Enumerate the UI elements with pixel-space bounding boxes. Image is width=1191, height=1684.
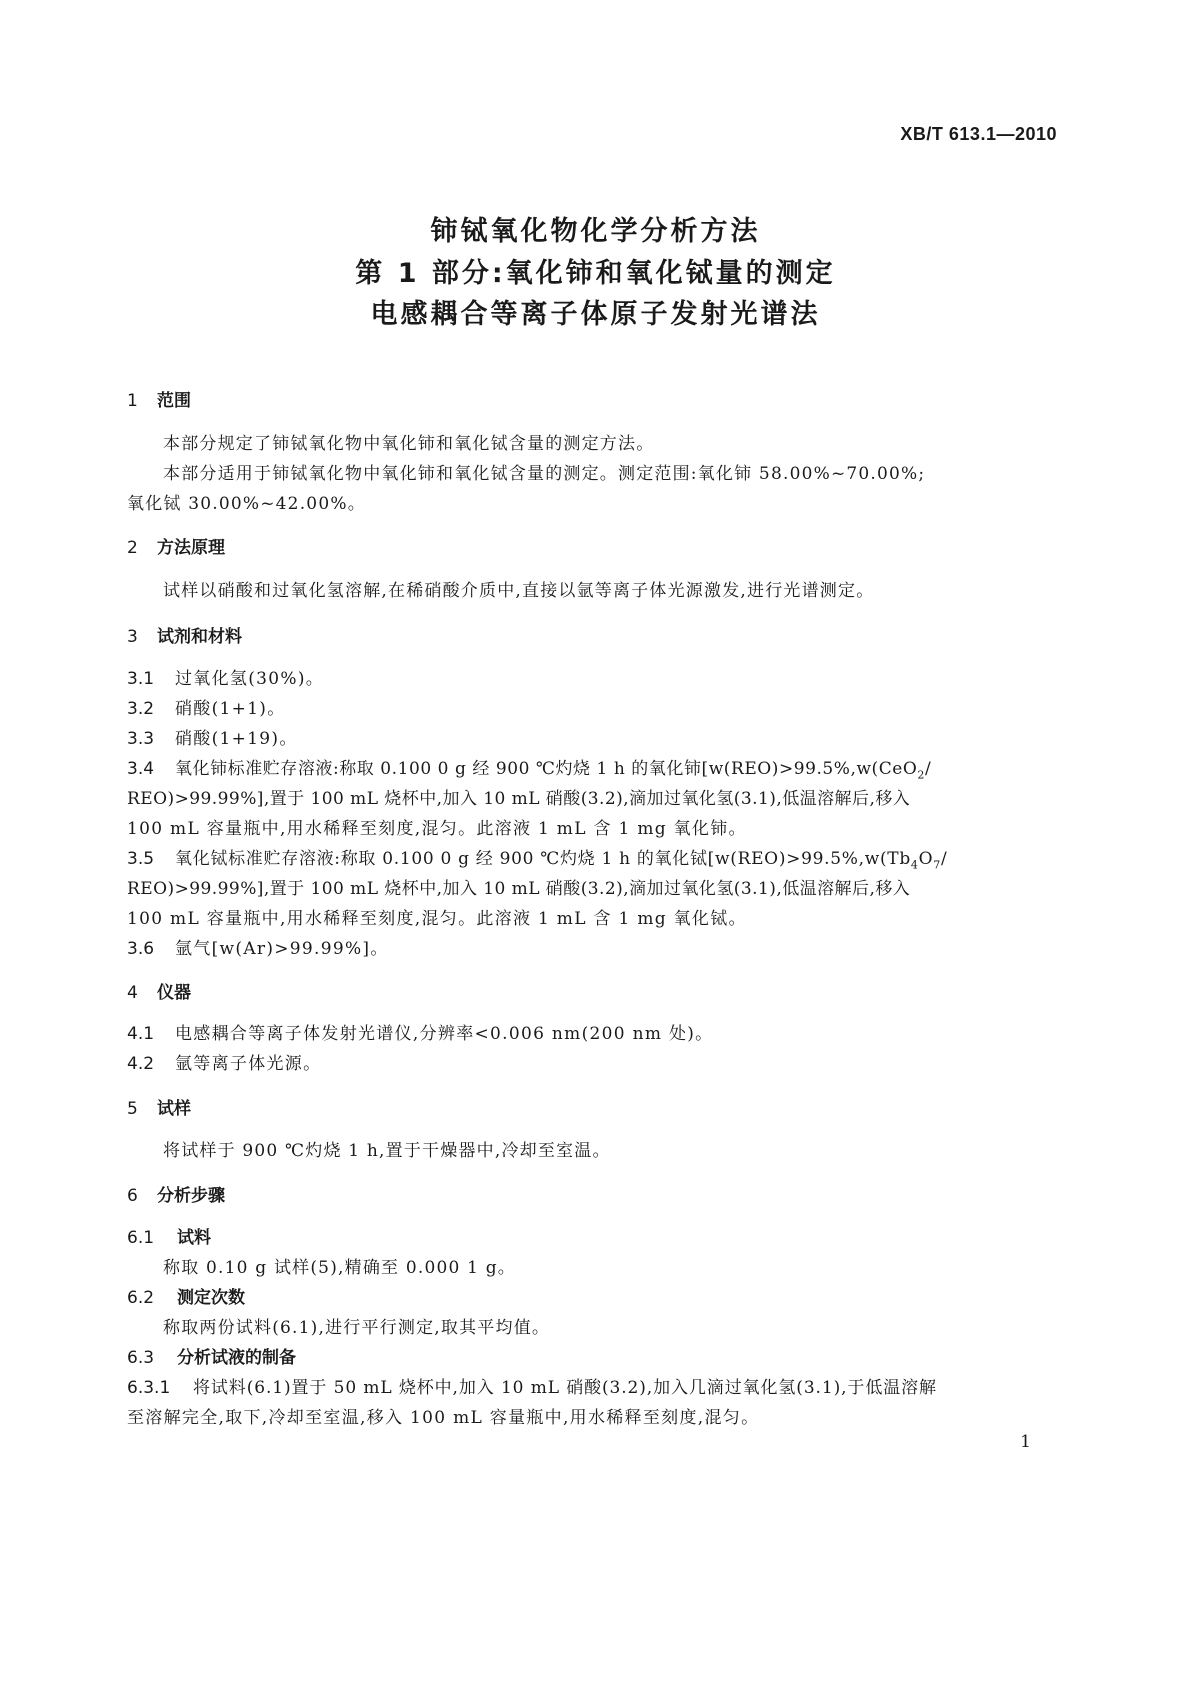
paragraph: 称取两份试料(6.1),进行平行测定,取其平均值。 [163,1318,551,1338]
section-title: 试样 [157,1099,191,1119]
paragraph: 称取 0.10 g 试样(5),精确至 0.000 1 g。 [163,1258,517,1278]
section-title: 范围 [157,391,191,411]
list-item [127,1373,937,1398]
subsection-number: 6.2 [127,1288,155,1308]
paragraph: 将试样于 900 ℃灼烧 1 h,置于干燥器中,冷却至室温。 [163,1141,611,1161]
item-number: 3.3 [127,729,155,749]
item-text: 过氧化氢(30%)。 [175,669,325,689]
list-item [127,664,324,689]
subsection-title: 测定次数 [177,1288,245,1308]
paragraph-continuation: 氧化铽 30.00%~42.00%。 [127,494,366,514]
title-line-2: 第 1 部分:氧化铈和氧化铽量的测定 [355,258,836,289]
subscript: 2 [917,768,925,782]
item-text: 氧化铽标准贮存溶液:称取 0.100 0 g 经 900 ℃灼烧 1 h 的氧化铽[w(REO)>99.5%,w(Tb [175,849,911,869]
subsection-title: 分析试液的制备 [177,1348,296,1368]
item-text: / [924,759,932,779]
item-number: 3.5 [127,849,155,869]
subsection-6-3-heading [127,1343,296,1368]
item-number: 4.1 [127,1024,155,1044]
list-item [127,724,298,749]
section-number: 2 [127,538,138,558]
section-title: 分析步骤 [157,1186,225,1206]
item-number: 3.6 [127,939,155,959]
standard-number: XB/T 613.1—2010 [900,124,1057,144]
section-6-heading [127,1181,225,1206]
list-item [127,754,931,781]
subscript: 7 [933,858,941,872]
list-item [127,1049,321,1074]
section-number: 5 [127,1099,138,1119]
section-number: 6 [127,1186,138,1206]
page-number: 1 [1020,1432,1031,1452]
section-3-heading [127,622,242,647]
list-item [127,694,286,719]
section-number: 1 [127,391,138,411]
item-text: 电感耦合等离子体发射光谱仪,分辨率<0.006 nm(200 nm 处)。 [175,1024,714,1044]
paragraph: 本部分规定了铈铽氧化物中氧化铈和氧化铽含量的测定方法。 [163,434,655,454]
item-text: 硝酸(1+19)。 [175,729,298,749]
item-text: 将试料(6.1)置于 50 mL 烧杯中,加入 10 mL 硝酸(3.2),加入几滴过氧化氢(3.1),于低温溶解 [193,1378,937,1398]
subsection-title: 试料 [177,1228,211,1248]
item-continuation: 100 mL 容量瓶中,用水稀释至刻度,混匀。此溶液 1 mL 含 1 mg 氧化铽。 [127,909,747,929]
item-text: O [918,849,934,869]
subsection-6-2-heading [127,1283,245,1308]
section-number: 3 [127,627,138,647]
title-line-1: 铈铽氧化物化学分析方法 [430,216,761,247]
section-1-heading [127,386,191,411]
item-text: / [940,849,948,869]
section-2-heading [127,533,225,558]
subsection-number: 6.3 [127,1348,155,1368]
item-number: 4.2 [127,1054,155,1074]
section-title: 方法原理 [157,538,225,558]
item-number: 6.3.1 [127,1378,171,1398]
list-item [127,1019,713,1044]
paragraph: 本部分适用于铈铽氧化物中氧化铈和氧化铽含量的测定。测定范围:氧化铈 58.00%~70.00%; [163,464,926,484]
item-text: 氩气[w(Ar)>99.99%]。 [175,939,389,959]
subsection-number: 6.1 [127,1228,155,1248]
item-number: 3.4 [127,759,155,779]
section-number: 4 [127,983,138,1003]
section-title: 试剂和材料 [157,627,242,647]
list-item [127,934,389,959]
item-text: 氩等离子体光源。 [175,1054,322,1074]
item-number: 3.1 [127,669,155,689]
item-text: 氧化铈标准贮存溶液:称取 0.100 0 g 经 900 ℃灼烧 1 h 的氧化铈[w(REO)>99.5%,w(CeO [175,759,918,779]
item-continuation: REO)>99.99%],置于 100 mL 烧杯中,加入 10 mL 硝酸(3.2),滴加过氧化氢(3.1),低温溶解后,移入 [127,789,911,809]
title-line-3: 电感耦合等离子体原子发射光谱法 [370,299,821,330]
subscript: 4 [910,858,919,872]
item-text: 硝酸(1+1)。 [175,699,286,719]
section-title: 仪器 [157,983,191,1003]
section-4-heading [127,978,191,1003]
item-continuation: REO)>99.99%],置于 100 mL 烧杯中,加入 10 mL 硝酸(3.2),滴加过氧化氢(3.1),低温溶解后,移入 [127,879,911,899]
subsection-6-1-heading [127,1223,211,1248]
section-5-heading [127,1094,191,1119]
list-item [127,844,947,871]
paragraph: 试样以硝酸和过氧化氢溶解,在稀硝酸介质中,直接以氩等离子体光源激发,进行光谱测定。 [163,581,875,601]
item-number: 3.2 [127,699,155,719]
item-continuation: 至溶解完全,取下,冷却至室温,移入 100 mL 容量瓶中,用水稀释至刻度,混匀。 [127,1408,760,1428]
item-continuation: 100 mL 容量瓶中,用水稀释至刻度,混匀。此溶液 1 mL 含 1 mg 氧化铈。 [127,819,747,839]
